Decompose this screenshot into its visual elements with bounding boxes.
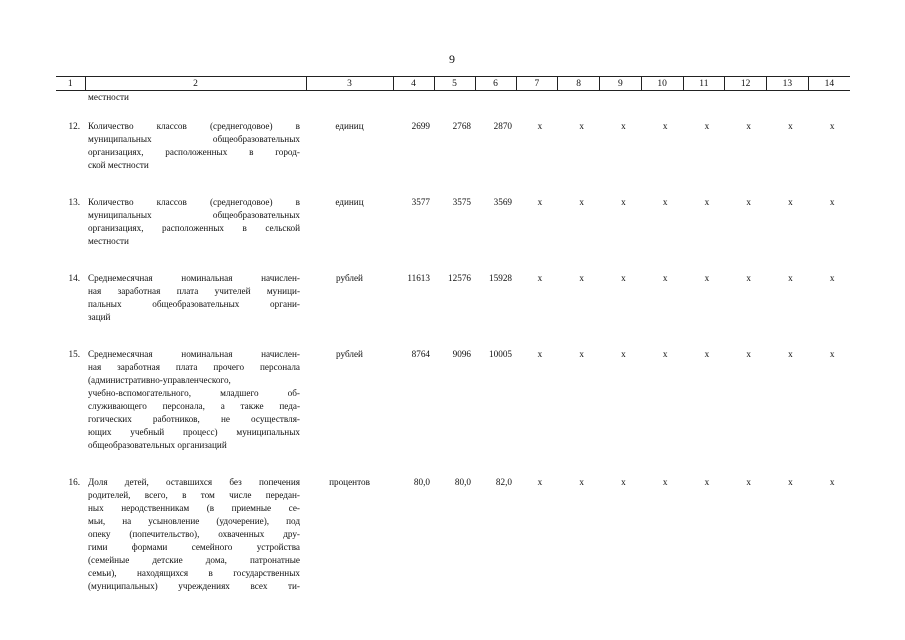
description-line: заций [88,312,111,322]
row-unit: единиц [335,121,364,131]
value-col8: х [579,273,584,283]
value-col8: х [579,197,584,207]
column-header: 12 [725,77,767,91]
column-header: 11 [683,77,725,91]
value-col5: 9096 [452,349,471,359]
description-line: ющих учебный процесс) муниципальных [88,427,300,437]
column-header: 1 [56,77,85,91]
description-line: (семейные детские дома, патронатные [88,555,300,565]
description-line: ных неродственникам (в приемные се- [88,503,300,513]
column-header: 4 [393,77,434,91]
value-col4: 8764 [411,349,430,359]
value-col10: х [662,197,668,207]
column-header: 7 [516,77,558,91]
value-col12: х [746,477,751,487]
description-line: Среднемесячная номинальная начислен- [88,273,300,283]
table-row [56,196,850,248]
description-line: муниципальных общеобразовательных [88,134,300,144]
description-line: Количество классов (среднегодовое) в [88,197,300,207]
value-col14: х [829,477,835,487]
row-number: 13. [68,197,80,207]
value-col14: х [829,197,835,207]
table-row [56,476,850,593]
value-col6: 15928 [489,273,512,283]
description-line: служивающего персонала, а также педа- [88,401,300,411]
description-line: мьи, на усыновление (удочерение), под [88,516,300,526]
row-description [85,476,306,593]
column-header: 2 [85,77,306,91]
value-col10: х [662,477,668,487]
value-col14: х [829,349,835,359]
description-line: муниципальных общеобразовательных [88,210,300,220]
row-unit: рублей [336,349,363,359]
value-col4: 80,0 [413,477,430,487]
value-col11: х [704,273,710,283]
column-header: 3 [306,77,393,91]
value-col13: х [788,477,793,487]
value-col14: х [829,121,835,131]
value-col6: 3569 [493,197,512,207]
value-col9: х [621,349,626,359]
continuation-text: местности [88,92,129,102]
table-row [56,272,850,324]
value-col6: 2870 [493,121,512,131]
value-col5: 3575 [452,197,471,207]
column-header: 8 [558,77,600,91]
value-col13: х [788,273,793,283]
description-line: Среднемесячная номинальная начислен- [88,349,300,359]
value-col13: х [788,121,793,131]
value-col4: 11613 [407,273,430,283]
row-number: 16. [68,477,80,487]
row-description [85,348,306,452]
value-col11: х [704,477,710,487]
value-col12: х [746,197,751,207]
value-col11: х [704,121,710,131]
column-number-header [56,77,850,91]
value-col9: х [621,121,626,131]
value-col9: х [621,197,626,207]
value-col5: 12576 [448,273,471,283]
value-col14: х [829,273,835,283]
value-col7: х [537,349,543,359]
value-col10: х [662,121,668,131]
description-line: Количество классов (среднегодовое) в [88,121,300,131]
value-col6: 82,0 [495,477,512,487]
value-col12: х [746,273,751,283]
column-header: 9 [600,77,642,91]
description-line: гогических работников, не осуществля- [88,414,300,424]
description-line: ная заработная плата учителей муници- [88,286,300,296]
column-header: 13 [767,77,809,91]
column-header: 6 [475,77,516,91]
description-line: (административно-управленческого, [88,375,231,385]
description-line: пальных общеобразовательных органи- [88,299,300,309]
description-line: ная заработная плата прочего персонала [88,362,300,372]
table-row [56,348,850,452]
value-col4: 3577 [411,197,430,207]
description-line: Доля детей, оставшихся без попечения [88,477,300,487]
value-col7: х [537,273,543,283]
description-line: родителей, всего, в том числе передан- [88,490,300,500]
value-col11: х [704,349,710,359]
description-line: (муниципальных) учреждениях всех ти- [88,581,300,591]
row-unit: процентов [329,477,370,487]
value-col8: х [579,349,584,359]
description-line: общеобразовательных организаций [88,440,227,450]
value-col5: 2768 [452,121,471,131]
description-line: семьи), находящихся в государственных [88,568,300,578]
row-unit: единиц [335,197,364,207]
value-col9: х [621,273,626,283]
value-col4: 2699 [411,121,430,131]
description-line: учебно-вспомогательного, младшего об- [88,388,300,398]
row-description [85,272,306,324]
value-col7: х [537,121,543,131]
value-col8: х [579,477,584,487]
page-number: 9 [449,52,455,66]
value-col7: х [537,197,543,207]
value-col11: х [704,197,710,207]
description-line: опеку (попечительство), охваченных дру- [88,529,300,539]
value-col9: х [621,477,626,487]
table-row [56,120,850,172]
row-number: 12. [68,121,80,131]
value-col7: х [537,477,543,487]
row-number: 15. [68,349,80,359]
statistics-table [56,76,850,593]
value-col8: х [579,121,584,131]
value-col10: х [662,349,668,359]
description-line: ской местности [88,160,149,170]
value-col12: х [746,349,751,359]
column-header: 5 [434,77,475,91]
column-header: 14 [808,77,850,91]
description-line: гими формами семейного устройства [88,542,300,552]
description-line: организациях, расположенных в город- [88,147,300,157]
row-description [85,196,306,248]
value-col10: х [662,273,668,283]
value-col6: 10005 [489,349,512,359]
row-number: 14. [68,273,80,283]
description-line: организациях, расположенных в сельской [88,223,300,233]
row-unit: рублей [336,273,363,283]
value-col13: х [788,197,793,207]
column-header: 10 [641,77,683,91]
value-col13: х [788,349,793,359]
continuation-row [56,91,850,110]
row-description [85,120,306,172]
description-line: местности [88,236,129,246]
value-col12: х [746,121,751,131]
value-col5: 80,0 [454,477,471,487]
